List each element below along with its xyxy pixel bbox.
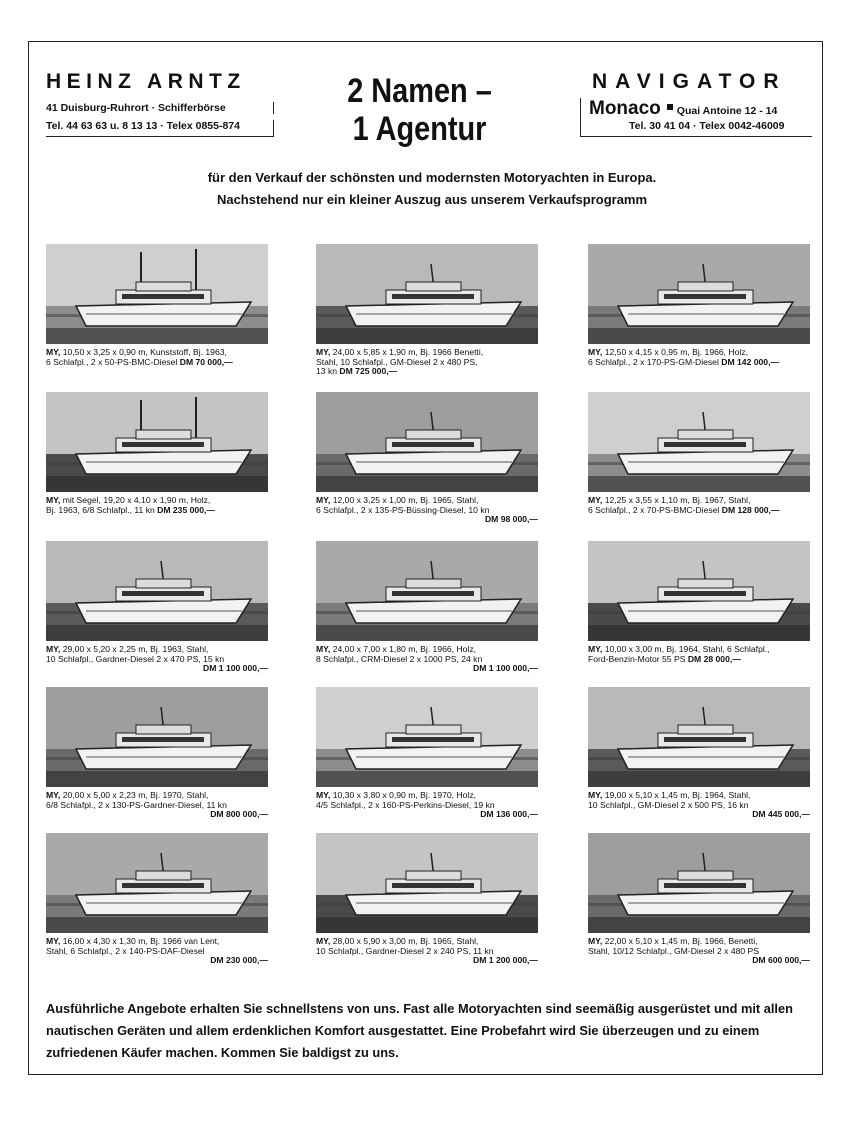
listing-price: DM 235 000,— (154, 504, 215, 515)
listing-type: MY, (316, 495, 333, 505)
listing-spec: 8 Schlafpl., CRM-Diesel 2 x 1000 PS, 24 kn (316, 653, 483, 664)
listing-price: DM 600 000,— (752, 955, 810, 966)
listing-type: MY, (46, 347, 63, 357)
header-left-heinz-arntz (46, 70, 274, 137)
caption-line (588, 358, 810, 368)
listing-caption (588, 348, 810, 367)
listing-spec: 4/5 Schlafpl., 2 x 160-PS-Perkins-Diesel, 19 kn (316, 799, 495, 810)
caption-line (46, 358, 268, 368)
intro-line-2: Nachstehend nur ein kleiner Auszug aus unserem Verkaufsprogramm (216, 192, 648, 207)
listing-price: DM 70 000,— (177, 356, 233, 367)
telephone-left: Tel. 44 63 63 u. 8 13 13 · Telex 0855-874 (46, 120, 274, 137)
yacht-photo (588, 833, 810, 933)
listing-spec: 12,50 x 4,15 x 0,95 m, Bj. 1966, Holz, (604, 347, 749, 357)
listing-spec: 10 Schlafpl., GM-Diesel 2 x 500 PS, 16 kn (588, 799, 749, 810)
listing-type: MY, (46, 790, 63, 800)
listing-price: DM 128 000,— (719, 504, 780, 515)
listing-spec: 22,00 x 5,10 x 1,45 m, Bj. 1966, Benetti, (604, 936, 758, 946)
listing-card (588, 833, 810, 966)
listing-spec: 10 Schlafpl., Gardner-Diesel 2 x 240 PS, 11 kn (316, 945, 494, 956)
listing-type: MY, (46, 936, 63, 946)
listing-spec: 12,00 x 3,25 x 1,00 m, Bj. 1965, Stahl, (332, 495, 479, 505)
yacht-photo-icon (46, 244, 268, 344)
yacht-photo-icon (316, 541, 538, 641)
listing-spec: Stahl, 10 Schlafpl., GM-Diesel 2 x 480 PS, (316, 356, 478, 367)
listing-caption (588, 645, 810, 664)
listing-price: DM 1 100 000,— (203, 663, 268, 674)
listing-spec: 6 Schlafpl., 2 x 70-PS-BMC-Diesel (588, 504, 720, 515)
caption-line (588, 506, 810, 516)
listing-spec: 12,25 x 3,55 x 1,10 m, Bj. 1967, Stahl, (604, 495, 751, 505)
listing-spec: Bj. 1963, 6/8 Schlafpl., 11 kn (46, 504, 155, 515)
quai-address: Quai Antoine 12 - 14 (676, 105, 778, 117)
listing-spec: 6 Schlafpl., 2 x 135-PS-Büssing-Diesel, 10 kn (316, 504, 490, 515)
listing-spec: 10,30 x 3,80 x 0,90 m, Bj. 1970, Holz, (332, 790, 477, 800)
listing-caption (46, 348, 268, 367)
listing-type: MY, (588, 495, 605, 505)
listing-spec: Stahl, 6 Schlafpl., 2 x 140-PS-DAF-Diesel (46, 945, 205, 956)
telephone-right: Tel. 30 41 04 · Telex 0042-46009 (580, 120, 812, 137)
yacht-photo (46, 687, 268, 787)
yacht-photo-icon (588, 392, 810, 492)
listing-spec: Ford-Benzin-Motor 55 PS (588, 653, 686, 664)
listing-price: DM 725 000,— (337, 366, 398, 377)
yacht-photo (588, 392, 810, 492)
listing-spec: 10,00 x 3,00 m, Bj. 1964, Stahl, 6 Schlafpl., (604, 644, 770, 654)
listing-type: MY, (316, 936, 333, 946)
listing-spec: 28,00 x 5,90 x 3,00 m, Bj. 1965, Stahl, (332, 936, 479, 946)
listing-card (46, 833, 268, 966)
listing-card (588, 687, 810, 820)
listing-card (588, 244, 810, 367)
listing-spec: 13 kn (316, 366, 338, 377)
listing-card (46, 541, 268, 674)
listing-spec: 6 Schlafpl., 2 x 50-PS-BMC-Diesel (46, 356, 178, 367)
yacht-photo-icon (588, 541, 810, 641)
yacht-photo (46, 392, 268, 492)
listing-card (316, 392, 538, 525)
address-left: 41 Duisburg-Ruhrort · Schifferbörse (46, 102, 274, 114)
listing-caption (316, 348, 538, 377)
listing-caption (46, 937, 268, 966)
listing-spec: 20,00 x 5,00 x 2,23 m, Bj. 1970, Stahl, (62, 790, 209, 800)
listing-spec: 10 Schlafpl., Gardner-Diesel 2 x 470 PS, 15 kn (46, 653, 225, 664)
listing-type: MY, (588, 790, 605, 800)
yacht-photo-icon (46, 687, 268, 787)
headline (328, 72, 511, 148)
listing-spec: mit Segel, 19,20 x 4,10 x 1,90 m, Holz, (62, 495, 211, 505)
listing-price: DM 98 000,— (484, 514, 538, 525)
listing-card (588, 392, 810, 515)
address-right (580, 98, 812, 120)
footer-text: Ausführliche Angebote erhalten Sie schnellstens von uns. Fast alle Motoryachten sind seemäßig ausgerüstet und mit allen nautischen Geräten und allem erdenklichen Komfort ausgestattet. Eine Probefahrt wird Sie überzeugen und zu einem zufriedenen Käufer machen. Kommen Sie baldigst zu uns. (46, 1001, 793, 1060)
listing-caption (316, 791, 538, 820)
listing-spec: 19,00 x 5,10 x 1,45 m, Bj. 1964, Stahl, (604, 790, 751, 800)
yacht-photo-icon (588, 833, 810, 933)
listing-caption (46, 791, 268, 820)
yacht-photo-icon (46, 541, 268, 641)
listing-card (316, 687, 538, 820)
listing-price: DM 1 200 000,— (473, 955, 538, 966)
listing-type: MY, (46, 644, 63, 654)
yacht-photo (588, 687, 810, 787)
yacht-photo (316, 541, 538, 641)
listing-price: DM 230 000,— (210, 955, 268, 966)
headline-line-2: 1 Agentur (352, 110, 487, 148)
listing-type: MY, (46, 495, 63, 505)
listing-card (46, 392, 268, 515)
listing-type: MY, (588, 936, 605, 946)
listing-card (316, 244, 538, 377)
yacht-photo (588, 244, 810, 344)
yacht-photo (316, 833, 538, 933)
listing-caption (316, 645, 538, 674)
square-bullet-icon (667, 104, 673, 110)
listing-caption (316, 496, 538, 525)
intro-line-1: für den Verkauf der schönsten und modernsten Motoryachten in Europa. (207, 170, 657, 185)
listing-price: DM 142 000,— (718, 356, 780, 367)
city-right: Monaco (589, 98, 661, 119)
listing-caption (46, 496, 268, 515)
yacht-photo-icon (316, 244, 538, 344)
listing-caption (588, 496, 810, 515)
yacht-photo-icon (316, 392, 538, 492)
listing-caption (316, 937, 538, 966)
listing-caption (588, 791, 810, 820)
yacht-photo (46, 833, 268, 933)
yacht-photo (46, 244, 268, 344)
listing-type: MY, (588, 644, 605, 654)
yacht-photo (316, 687, 538, 787)
listing-price: DM 445 000,— (752, 809, 810, 820)
listing-caption (588, 937, 810, 966)
listing-price: DM 1 100 000,— (473, 663, 538, 674)
headline-line-1: 2 Namen – (347, 72, 492, 110)
caption-line (46, 506, 268, 516)
yacht-photo (316, 244, 538, 344)
company-name-right: NAVIGATOR (592, 70, 787, 93)
listing-card (46, 244, 268, 367)
listing-spec: Stahl, 10/12 Schlafpl., GM-Diesel 2 x 480 PS (588, 945, 760, 956)
listing-spec: 24,00 x 5,85 x 1,90 m, Bj. 1966 Benetti, (332, 347, 484, 357)
yacht-photo-icon (588, 687, 810, 787)
listing-spec: 29,00 x 5,20 x 2,25 m, Bj. 1963, Stahl, (62, 644, 209, 654)
listing-type: MY, (316, 790, 333, 800)
yacht-photo (46, 541, 268, 641)
listing-price: DM 136 000,— (480, 809, 538, 820)
listing-spec: 6/8 Schlafpl., 2 x 130-PS-Gardner-Diesel, 11 kn (46, 799, 227, 810)
listing-spec: 6 Schlafpl., 2 x 170-PS-GM-Diesel (588, 356, 719, 367)
company-name-left: HEINZ ARNTZ (46, 70, 246, 93)
listing-card (316, 541, 538, 674)
listing-card (46, 687, 268, 820)
caption-line (588, 655, 810, 665)
listing-price: DM 28 000,— (685, 653, 741, 664)
listing-type: MY, (316, 347, 333, 357)
listing-type: MY, (316, 644, 333, 654)
listing-card (316, 833, 538, 966)
yacht-photo-icon (46, 392, 268, 492)
yacht-photo-icon (316, 833, 538, 933)
caption-line (316, 367, 538, 377)
listing-card (588, 541, 810, 664)
listing-spec: 10,50 x 3,25 x 0,90 m, Kunststoff, Bj. 1963, (62, 347, 227, 357)
listing-type: MY, (588, 347, 605, 357)
listing-caption (46, 645, 268, 674)
listing-price: DM 800 000,— (210, 809, 268, 820)
yacht-photo-icon (588, 244, 810, 344)
yacht-photo-icon (316, 687, 538, 787)
yacht-photo-icon (46, 833, 268, 933)
yacht-photo (588, 541, 810, 641)
header-right-navigator (580, 70, 812, 137)
listing-spec: 16,00 x 4,30 x 1,30 m, Bj. 1966 van Lent, (62, 936, 220, 946)
yacht-photo (316, 392, 538, 492)
listing-spec: 24,00 x 7,00 x 1,80 m, Bj. 1966, Holz, (332, 644, 477, 654)
